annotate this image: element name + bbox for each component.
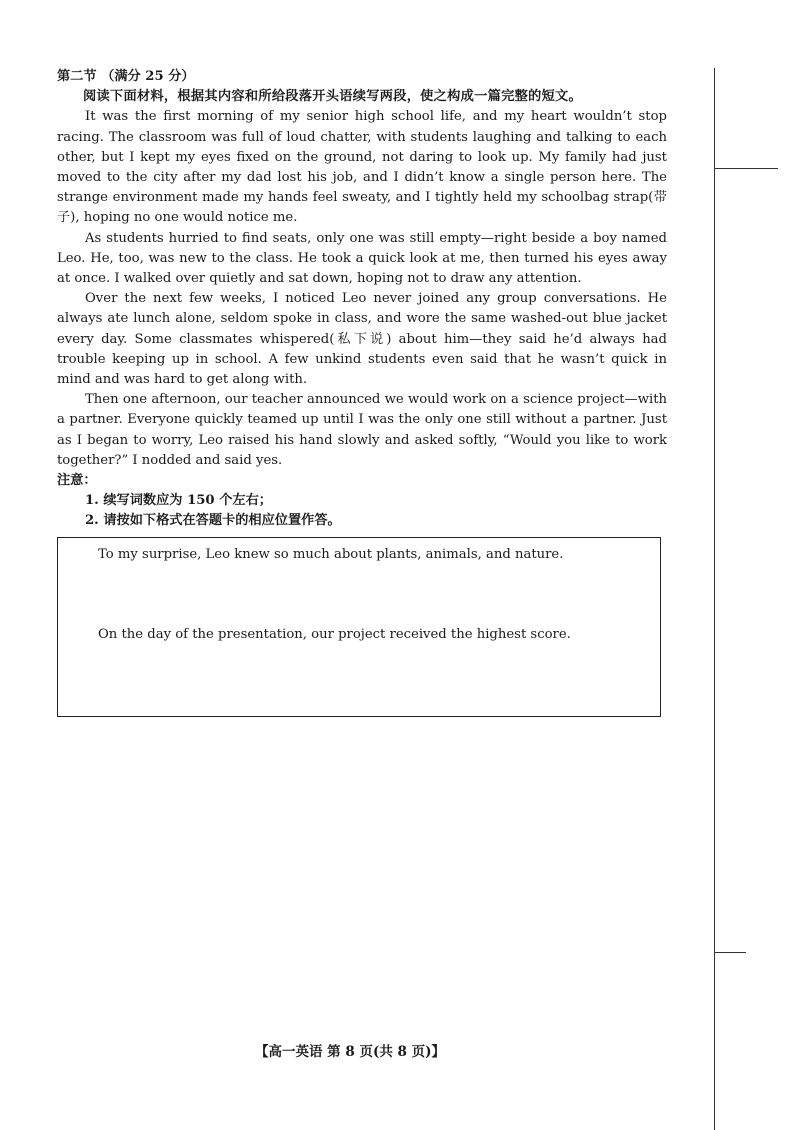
answer-box bbox=[57, 537, 661, 717]
binding-tick-mark-bottom bbox=[714, 952, 746, 953]
page-footer: 【高一英语 第 8 页(共 8 页)】 bbox=[254, 1044, 446, 1060]
continuation-opening-1: To my surprise, Leo knew so much about plants, animals, and nature. bbox=[98, 547, 564, 562]
note-title: 注意： bbox=[57, 473, 97, 489]
passage-paragraph-4: Then one afternoon, our teacher announced we would work on a science project—with a partner. Everyone quickly teamed up until I was the only one still without a partner. Just as I began to worry, Leo raised his hand slowly and asked softly, “Would you like to work together?” I nodded and said yes. bbox=[57, 392, 667, 468]
continuation-opening-2: On the day of the presentation, our project received the highest score. bbox=[98, 627, 571, 642]
passage-paragraph-1: It was the first morning of my senior high school life, and my heart wouldn’t stop racing. The classroom was full of loud chatter, with students laughing and talking to each other, but I kept my eyes fixed on the ground, not daring to look up. My family had just moved to the city after my dad lost his job, and I didn’t know a single person here. The strange environment made my hands feel sweaty, and I tightly held my schoolbag strap(带子), hoping no one would notice me. bbox=[57, 109, 667, 226]
passage-paragraph-2: As students hurried to find seats, only one was still empty—right beside a boy named Leo. He, too, was new to the class. He took a quick look at me, then turned his eyes away at once. I walked over quietly and sat down, hoping not to draw any attention. bbox=[57, 230, 667, 287]
note-item-1: 1. 续写词数应为 150 个左右； bbox=[85, 493, 272, 509]
note-item-2: 2. 请按如下格式在答题卡的相应位置作答。 bbox=[85, 513, 341, 529]
binding-tick-mark-top bbox=[714, 168, 778, 169]
binding-margin-line bbox=[714, 68, 715, 1130]
reading-passage-section bbox=[57, 67, 667, 532]
passage-paragraph-3: Over the next few weeks, I noticed Leo never joined any group conversations. He always ate lunch alone, seldom spoke in class, and wore the same washed-out blue jacket every day. Some classmates whispered(私下说) about him—they said he’d always had trouble keeping up in school. A few unkind students even said that he wasn’t quick in mind and was hard to get along with. bbox=[57, 291, 667, 388]
instruction-text: 阅读下面材料，根据其内容和所给段落开头语续写两段，使之构成一篇完整的短文。 bbox=[83, 89, 583, 105]
section-title: 第二节 （满分 25 分） bbox=[57, 69, 195, 84]
